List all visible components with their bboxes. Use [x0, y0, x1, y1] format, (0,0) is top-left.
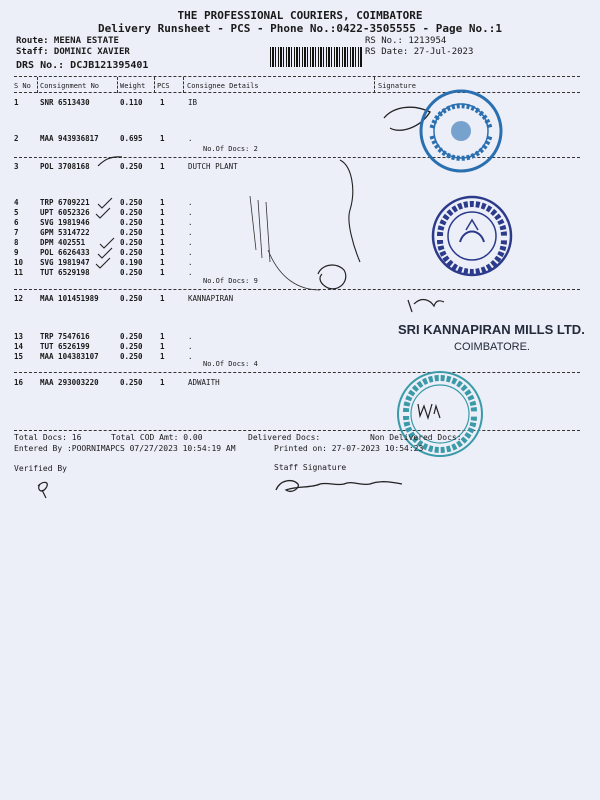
- row-weight: 0.250: [120, 342, 143, 351]
- row-weight: 0.250: [120, 378, 143, 387]
- row-sno: 12: [14, 294, 24, 303]
- row-consignee: .: [188, 198, 193, 207]
- row-pcs: 1: [160, 268, 165, 277]
- staff-label: Staff: DOMINIC XAVIER: [16, 47, 130, 57]
- row-weight: 0.250: [120, 162, 143, 171]
- tick-mark: [100, 238, 114, 248]
- tick-mark: [96, 208, 110, 218]
- row-sno: 9: [14, 248, 19, 257]
- row-pcs: 1: [160, 378, 165, 387]
- row-consignee: .: [188, 228, 193, 237]
- row-sno: 3: [14, 162, 19, 171]
- row-pcs: 1: [160, 258, 165, 267]
- tick-mark: [98, 198, 112, 208]
- row-pcs: 1: [160, 208, 165, 217]
- row-consignee: .: [188, 352, 193, 361]
- row-pcs: 1: [160, 238, 165, 247]
- row-sno: 1: [14, 98, 19, 107]
- delivered-docs: Delivered Docs:: [248, 433, 321, 442]
- row-consignee: .: [188, 268, 193, 277]
- row-consignment: TRP 7547616: [40, 332, 90, 341]
- docs-count-note: No.Of Docs: 4: [203, 360, 258, 368]
- row-consignment: MAA 101451989: [40, 294, 99, 303]
- row-consignee: .: [188, 248, 193, 257]
- bank-stamp: [418, 88, 504, 174]
- row-pcs: 1: [160, 352, 165, 361]
- col-header-signature: Signature: [378, 82, 416, 90]
- signature-stroke: [258, 200, 262, 258]
- row-pcs: 1: [160, 98, 165, 107]
- row-sno: 16: [14, 378, 24, 387]
- kannapiran-stamp-city: COIMBATORE.: [454, 341, 530, 353]
- row-consignment: GPM 5314722: [40, 228, 90, 237]
- row-consignment: TUT 6526199: [40, 342, 90, 351]
- dutch-plant-stamp: [430, 194, 514, 278]
- row-consignee: .: [188, 208, 193, 217]
- signature-stroke: [250, 196, 256, 250]
- row-sno: 8: [14, 238, 19, 247]
- row-weight: 0.110: [120, 98, 143, 107]
- row-consignment: SVG 1981947: [40, 258, 90, 267]
- row-consignment: SNR 6513430: [40, 98, 90, 107]
- total-docs: Total Docs: 16: [14, 433, 82, 442]
- row-consignment: MAA 104383107: [40, 352, 99, 361]
- row-consignee: .: [188, 134, 193, 143]
- staff-signature-scribble: [276, 481, 402, 492]
- row-pcs: 1: [160, 228, 165, 237]
- row-consignee: .: [188, 238, 193, 247]
- row-sno: 4: [14, 198, 19, 207]
- row-weight: 0.250: [120, 238, 143, 247]
- staff-signature-label: Staff Signature: [274, 463, 347, 472]
- col-header-consignment: Consignment No: [40, 82, 100, 90]
- row-consignment: POL 3708168: [40, 162, 90, 171]
- verified-by-label: Verified By: [14, 464, 67, 473]
- row-pcs: 1: [160, 162, 165, 171]
- row-weight: 0.250: [120, 268, 143, 277]
- row-pcs: 1: [160, 134, 165, 143]
- row-sno: 5: [14, 208, 19, 217]
- row-weight: 0.250: [120, 352, 143, 361]
- signature-stroke: [340, 160, 360, 262]
- row-sno: 13: [14, 332, 24, 341]
- col-header-consignee: Consignee Details: [187, 82, 259, 90]
- non-delivered-docs: Non Delivered Docs:: [370, 433, 462, 442]
- row-weight: 0.250: [120, 332, 143, 341]
- signature-stroke: [268, 250, 320, 290]
- row-pcs: 1: [160, 218, 165, 227]
- signature-stroke: [318, 265, 346, 289]
- company-title: THE PROFESSIONAL COURIERS, COIMBATORE: [177, 9, 423, 22]
- runsheet-subtitle: Delivery Runsheet - PCS - Phone No.:0422-3505555 - Page No.:1: [98, 22, 502, 35]
- tick-mark: [98, 248, 112, 258]
- row-sno: 7: [14, 228, 19, 237]
- tick-mark: [98, 157, 122, 166]
- row-weight: 0.250: [120, 208, 143, 217]
- row-consignee: .: [188, 258, 193, 267]
- col-header-sno: S No: [14, 82, 31, 90]
- rs-number: RS No.: 1213954: [365, 36, 447, 46]
- row-pcs: 1: [160, 294, 165, 303]
- row-consignee: .: [188, 342, 193, 351]
- row-weight: 0.250: [120, 294, 143, 303]
- col-header-weight: Weight: [120, 82, 146, 90]
- docs-count-note: No.Of Docs: 2: [203, 145, 258, 153]
- row-sno: 14: [14, 342, 24, 351]
- rs-date: RS Date: 27-Jul-2023: [365, 47, 474, 57]
- row-consignee: .: [188, 218, 193, 227]
- row-consignment: POL 6626433: [40, 248, 90, 257]
- row-consignment: MAA 943936817: [40, 134, 99, 143]
- verified-signature: [38, 482, 47, 498]
- row-weight: 0.695: [120, 134, 143, 143]
- row-consignment: UPT 6052326: [40, 208, 90, 217]
- row-pcs: 1: [160, 198, 165, 207]
- row-sno: 10: [14, 258, 24, 267]
- route-label: Route: MEENA ESTATE: [16, 36, 119, 46]
- row-weight: 0.250: [120, 248, 143, 257]
- row-consignment: TUT 6529198: [40, 268, 90, 277]
- row-consignment: MAA 293003220: [40, 378, 99, 387]
- row-consignee: ADWAITH: [188, 378, 220, 387]
- row-consignee: DUTCH PLANT: [188, 162, 238, 171]
- tick-mark: [96, 258, 110, 268]
- row-sno: 6: [14, 218, 19, 227]
- drs-number: DRS No.: DCJB121395401: [16, 60, 149, 71]
- row-consignment: TRP 6709221: [40, 198, 90, 207]
- row-weight: 0.250: [120, 228, 143, 237]
- row-sno: 15: [14, 352, 24, 361]
- row-weight: 0.250: [120, 218, 143, 227]
- row-sno: 2: [14, 134, 19, 143]
- row-consignee: IB: [188, 98, 198, 107]
- docs-count-note: No.Of Docs: 9: [203, 277, 258, 285]
- row-consignment: SVG 1981946: [40, 218, 90, 227]
- kannapiran-stamp-name: SRI KANNAPIRAN MILLS LTD.: [398, 322, 585, 337]
- signature-stroke: [408, 300, 444, 312]
- row-weight: 0.250: [120, 198, 143, 207]
- printed-on: Printed on: 27-07-2023 10:54:23: [274, 444, 424, 453]
- row-pcs: 1: [160, 342, 165, 351]
- row-consignee: KANNAPIRAN: [188, 294, 234, 303]
- row-pcs: 1: [160, 332, 165, 341]
- row-consignee: .: [188, 332, 193, 341]
- row-weight: 0.190: [120, 258, 143, 267]
- row-sno: 11: [14, 268, 24, 277]
- entered-by: Entered By :POORNIMAPCS 07/27/2023 10:54:19 AM: [14, 444, 236, 453]
- row-pcs: 1: [160, 248, 165, 257]
- col-header-pcs: PCS: [157, 82, 170, 90]
- total-cod-amount: Total COD Amt: 0.00: [111, 433, 203, 442]
- row-consignment: DPM 402551: [40, 238, 86, 247]
